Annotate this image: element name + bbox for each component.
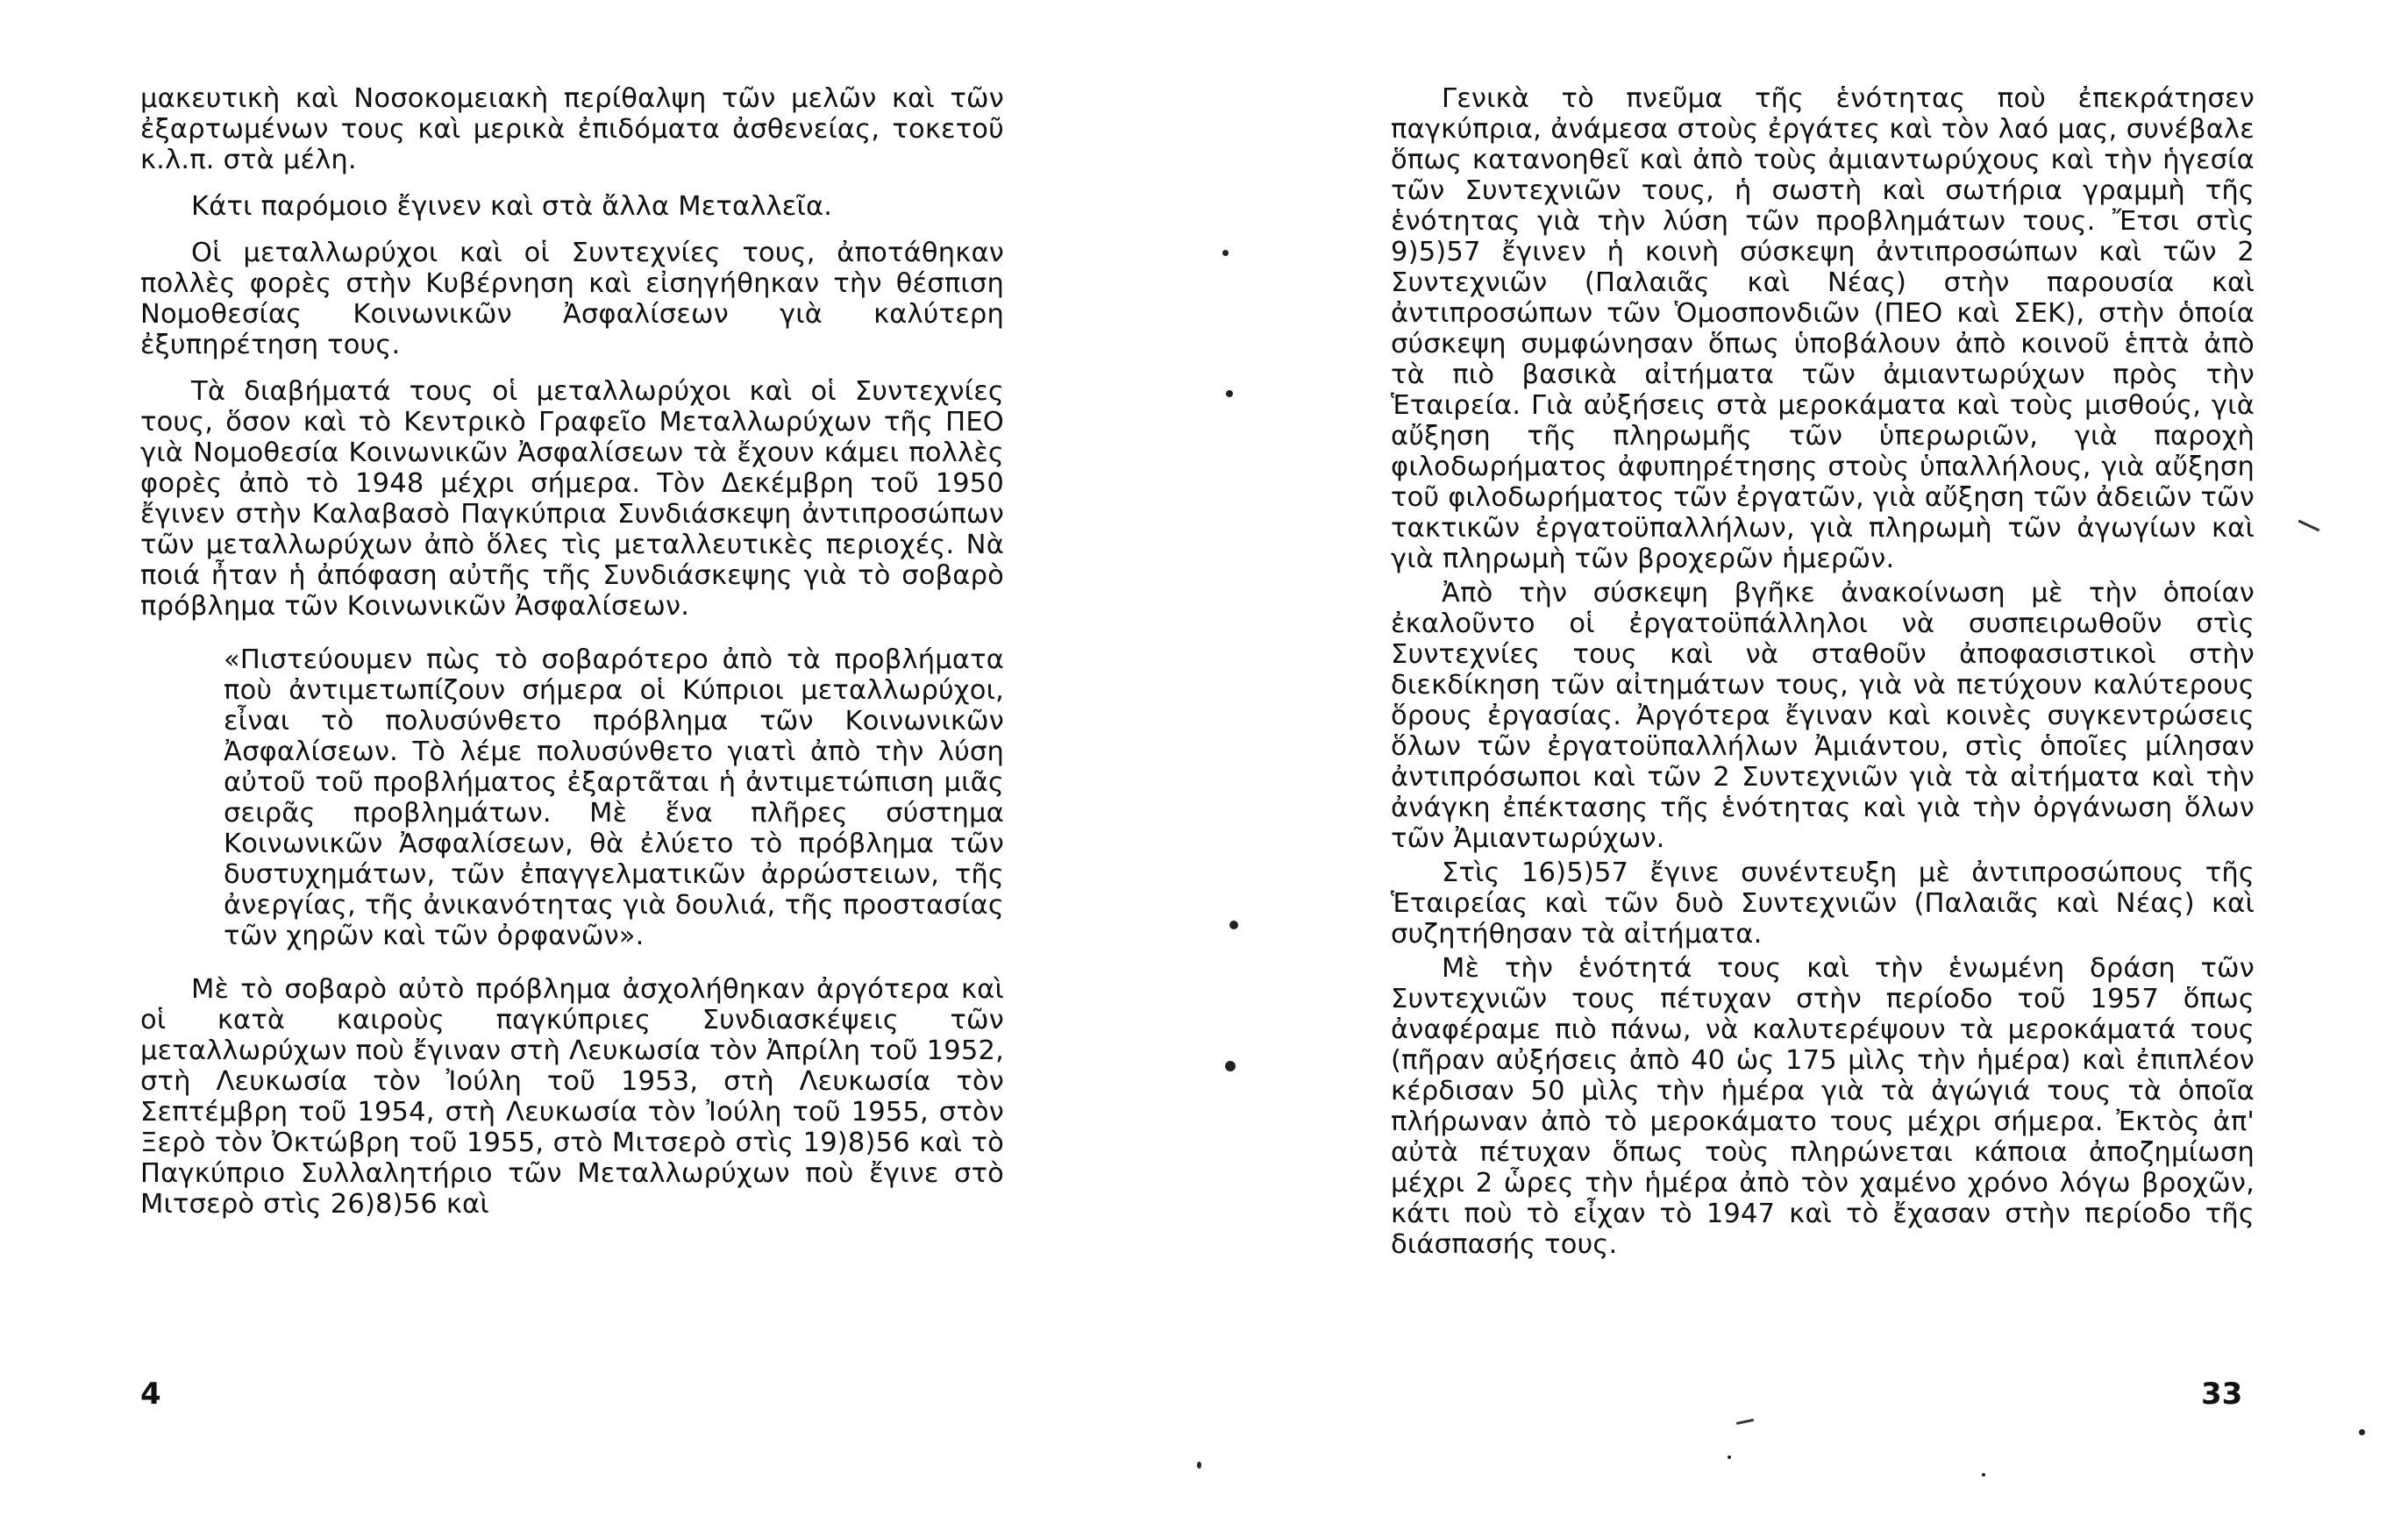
scan-speck	[1728, 1455, 1731, 1459]
scan-speck	[1229, 921, 1238, 929]
resolution-quote	[224, 644, 1004, 951]
scan-speck	[2359, 1429, 2365, 1435]
left-closing-paragraph: Μὲ τὸ σοβαρὸ αὐτὸ πρόβλημα ἀσχολήθηκαν ἀργότερα καὶ οἱ κατὰ καιροὺς παγκύπριες Συνδιασκέψεις τῶν μεταλλωρύχων ποὺ ἔγιναν στὴ Λευκωσία τὸν Ἀπρίλη τοῦ 1952, στὴ Λευκωσία τὸν Ἰούλη τοῦ 1953, στὴ Λευκωσία τὸν Σεπτέμβρη τοῦ 1954, στὴ Λευκωσία τὸν Ἰούλη τοῦ 1955, στὸν Ξερὸ τὸν Ὀκτώβρη τοῦ 1955, στὸ Μιτσερὸ στὶς 19)8)56 καὶ τὸ Παγκύπριο Συλλαλητήριο τῶν Μεταλλωρύχων ποὺ ἔγινε στὸ Μιτσερὸ στὶς 26)8)56 καὶ	[140, 974, 1004, 1220]
right-page-number: 33	[2201, 1377, 2243, 1412]
left-paragraph-4: Τὰ διαβήματά τους οἱ μεταλλωρύχοι καὶ οἱ Συντεχνίες τους, ὅσον καὶ τὸ Κεντρικὸ Γραφεῖο Μεταλλωρύχων τῆς ΠΕΟ γιὰ Νομοθεσία Κοινωνικῶν Ἀσφαλίσεων τὰ ἔχουν κάμει πολλὲς φορὲς ἀπὸ τὸ 1948 μέχρι σήμερα. Τὸν Δεκέμβρη τοῦ 1950 ἔγινεν στὴν Καλαβασὸ Παγκύπρια Συνδιάσκεψη ἀντιπροσώπων τῶν μεταλλωρύχων ἀπὸ ὅλες τὶς μεταλλευτικὲς περιοχές. Νὰ ποιά ἦταν ἡ ἀπόφαση αὐτῆς τῆς Συνδιάσκεψης γιὰ τὸ σοβαρὸ πρόβλημα τῶν Κοινωνικῶν Ἀσφαλίσεων.	[140, 376, 1004, 622]
right-page	[1204, 0, 2408, 1537]
scan-speck	[1982, 1473, 1985, 1477]
right-page-text-column	[1391, 83, 2255, 1263]
right-paragraph-1: Γενικὰ τὸ πνεῦμα τῆς ἑνότητας ποὺ ἐπεκράτησεν παγκύπρια, ἀνάμεσα στοὺς ἐργάτες καὶ τὸν λαό μας, συνέβαλε ὅπως κατανοηθεῖ καὶ ἀπὸ τοὺς ἀμιαντωρύχους καὶ τὴν ἡγεσία τῶν Συντεχνιῶν τους, ἡ σωστὴ καὶ σωτήρια γραμμὴ τῆς ἑνότητας γιὰ τὴν λύση τῶν προβλημάτων τους. Ἔτσι στὶς 9)5)57 ἔγινεν ἡ κοινὴ σύσκεψη ἀντιπροσώπων καὶ τῶν 2 Συντεχνιῶν (Παλαιᾶς καὶ Νέας) στὴν παρουσία καὶ ἀντιπροσώπων τῶν Ὁμοσπονδιῶν (ΠΕΟ καὶ ΣΕΚ), στὴν ὁποία σύσκεψη συμφώνησαν ὅπως ὑποβάλουν ἀπὸ κοινοῦ ἑπτὰ ἀπὸ τὰ πιὸ βασικὰ αἰτήματα τῶν ἀμιαντωρύχων πρὸς τὴν Ἑταιρεία. Γιὰ αὐξήσεις στὰ μεροκάματα καὶ τοὺς μισθούς, γιὰ αὔξηση τῆς πληρωμῆς τῶν ὑπερωριῶν, γιὰ παροχὴ φιλοδωρήματος ἀφυπηρέτησης στοὺς ὑπαλλήλους, γιὰ αὔξηση τοῦ φιλοδωρήματος τῶν ἐργατῶν, γιὰ αὔξηση τῶν ἀδειῶν τῶν τακτικῶν ἐργατοϋπαλλήλων, γιὰ πληρωμὴ τῶν ἀγωγίων καὶ γιὰ πληρωμὴ τῶν βροχερῶν ἡμερῶν.	[1391, 83, 2255, 574]
left-page-text-column	[140, 83, 1004, 1235]
scan-speck	[1197, 1462, 1201, 1469]
left-page-number: 4	[140, 1377, 161, 1412]
right-paragraph-4: Μὲ τὴν ἑνότητά τους καὶ τὴν ἑνωμένη δράση τῶν Συντεχνιῶν τους πέτυχαν στὴν περίοδο τοῦ 1957 ὅπως ἀναφέραμε πιὸ πάνω, νὰ καλυτερέψουν τὰ μεροκάματά τους (πῆραν αὐξήσεις ἀπὸ 40 ὡς 175 μὶλς τὴν ἡμέρα) καὶ ἐπιπλέον κέρδισαν 50 μὶλς τὴν ἡμέρα γιὰ τὰ ἀγώγιά τους τὰ ὁποῖα πλήρωναν ἀπὸ τὸ μεροκάματο τους μέχρι σήμερα. Ἐκτὸς ἀπ' αὐτὰ πέτυχαν ὅπως τοὺς πληρώνεται κάποια ἀποζημίωση μέχρι 2 ὧρες τὴν ἡμέρα ἀπὸ τὸν χαμένο χρόνο λόγω βροχῶν, κάτι ποὺ τὸ εἶχαν τὸ 1947 καὶ τὸ ἔχασαν στὴν περίοδο τῆς διάσπασής τους.	[1391, 953, 2255, 1260]
left-paragraph-1: μακευτικὴ καὶ Νοσοκομειακὴ περίθαλψη τῶν μελῶν καὶ τῶν ἐξαρτωμένων τους καὶ μερικὰ ἐπιδόματα ἀσθενείας, τοκετοῦ κ.λ.π. στὰ μέλη.	[140, 83, 1004, 175]
left-paragraph-2: Κάτι παρόμοιο ἔγινεν καὶ στὰ ἄλλα Μεταλλεῖα.	[191, 191, 833, 222]
scan-speck	[1225, 1061, 1236, 1071]
resolution-quote-text: «Πιστεύουμεν πὼς τὸ σοβαρότερο ἀπὸ τὰ προβλήματα ποὺ ἀντιμετωπίζουν σήμερα οἱ Κύπριοι μεταλλωρύχοι, εἶναι τὸ πολυσύνθετο πρόβλημα τῶν Κοινωνικῶν Ἀσφαλίσεων. Τὸ λέμε πολυσύνθετο γιατὶ ἀπὸ τὴν λύση αὐτοῦ τοῦ προβλήματος ἐξαρτᾶται ἡ ἀντιμετώπιση μιᾶς σειρᾶς προβλημάτων. Μὲ ἕνα πλῆρες σύστημα Κοινωνικῶν Ἀσφαλίσεων, θὰ ἐλύετο τὸ πρόβλημα τῶν δυστυχημάτων, τῶν ἐπαγγελματικῶν ἀρρώστειων, τῆς ἀνεργίας, τῆς ἀνικανότητας γιὰ δουλιά, τῆς προστασίας τῶν χηρῶν καὶ τῶν ὀρφανῶν».	[224, 644, 1004, 951]
scan-speck	[1222, 250, 1229, 256]
left-paragraph-3: Οἱ μεταλλωρύχοι καὶ οἱ Συντεχνίες τους, ἀποτάθηκαν πολλὲς φορὲς στὴν Κυβέρνηση καὶ εἰσηγήθηκαν τὴν θέσπιση Νομοθεσίας Κοινωνικῶν Ἀσφαλίσεων γιὰ καλύτερη ἐξυπηρέτηση τους.	[140, 238, 1004, 360]
right-paragraph-3: Στὶς 16)5)57 ἔγινε συνέντευξη μὲ ἀντιπροσώπους τῆς Ἑταιρείας καὶ τῶν δυὸ Συντεχνιῶν (Παλαιᾶς καὶ Νέας) καὶ συζητήθησαν τὰ αἰτήματα.	[1391, 857, 2255, 950]
right-paragraph-2: Ἀπὸ τὴν σύσκεψη βγῆκε ἀνακοίνωση μὲ τὴν ὁποίαν ἐκαλοῦντο οἱ ἐργατοϋπάλληλοι νὰ συσπειρωθοῦν στὶς Συντεχνίες τους καὶ νὰ σταθοῦν ἀποφασιστικοὶ στὴν διεκδίκηση τῶν αἰτημάτων τους, γιὰ νὰ πετύχουν καλύτερους ὅρους ἐργασίας. Ἀργότερα ἔγιναν καὶ κοινὲς συγκεντρώσεις ὅλων τῶν ἐργατοϋπαλλήλων Ἀμιάντου, στὶς ὁποῖες μίλησαν ἀντιπρόσωποι καὶ τῶν 2 Συντεχνιῶν γιὰ τὰ αἰτήματα καὶ τὴν ἀνάγκη ἐπέκτασης τῆς ἑνότητας καὶ γιὰ τὴν ὀργάνωση ὅλων τῶν Ἀμιαντωρύχων.	[1391, 578, 2255, 854]
scan-speck	[1226, 390, 1233, 397]
